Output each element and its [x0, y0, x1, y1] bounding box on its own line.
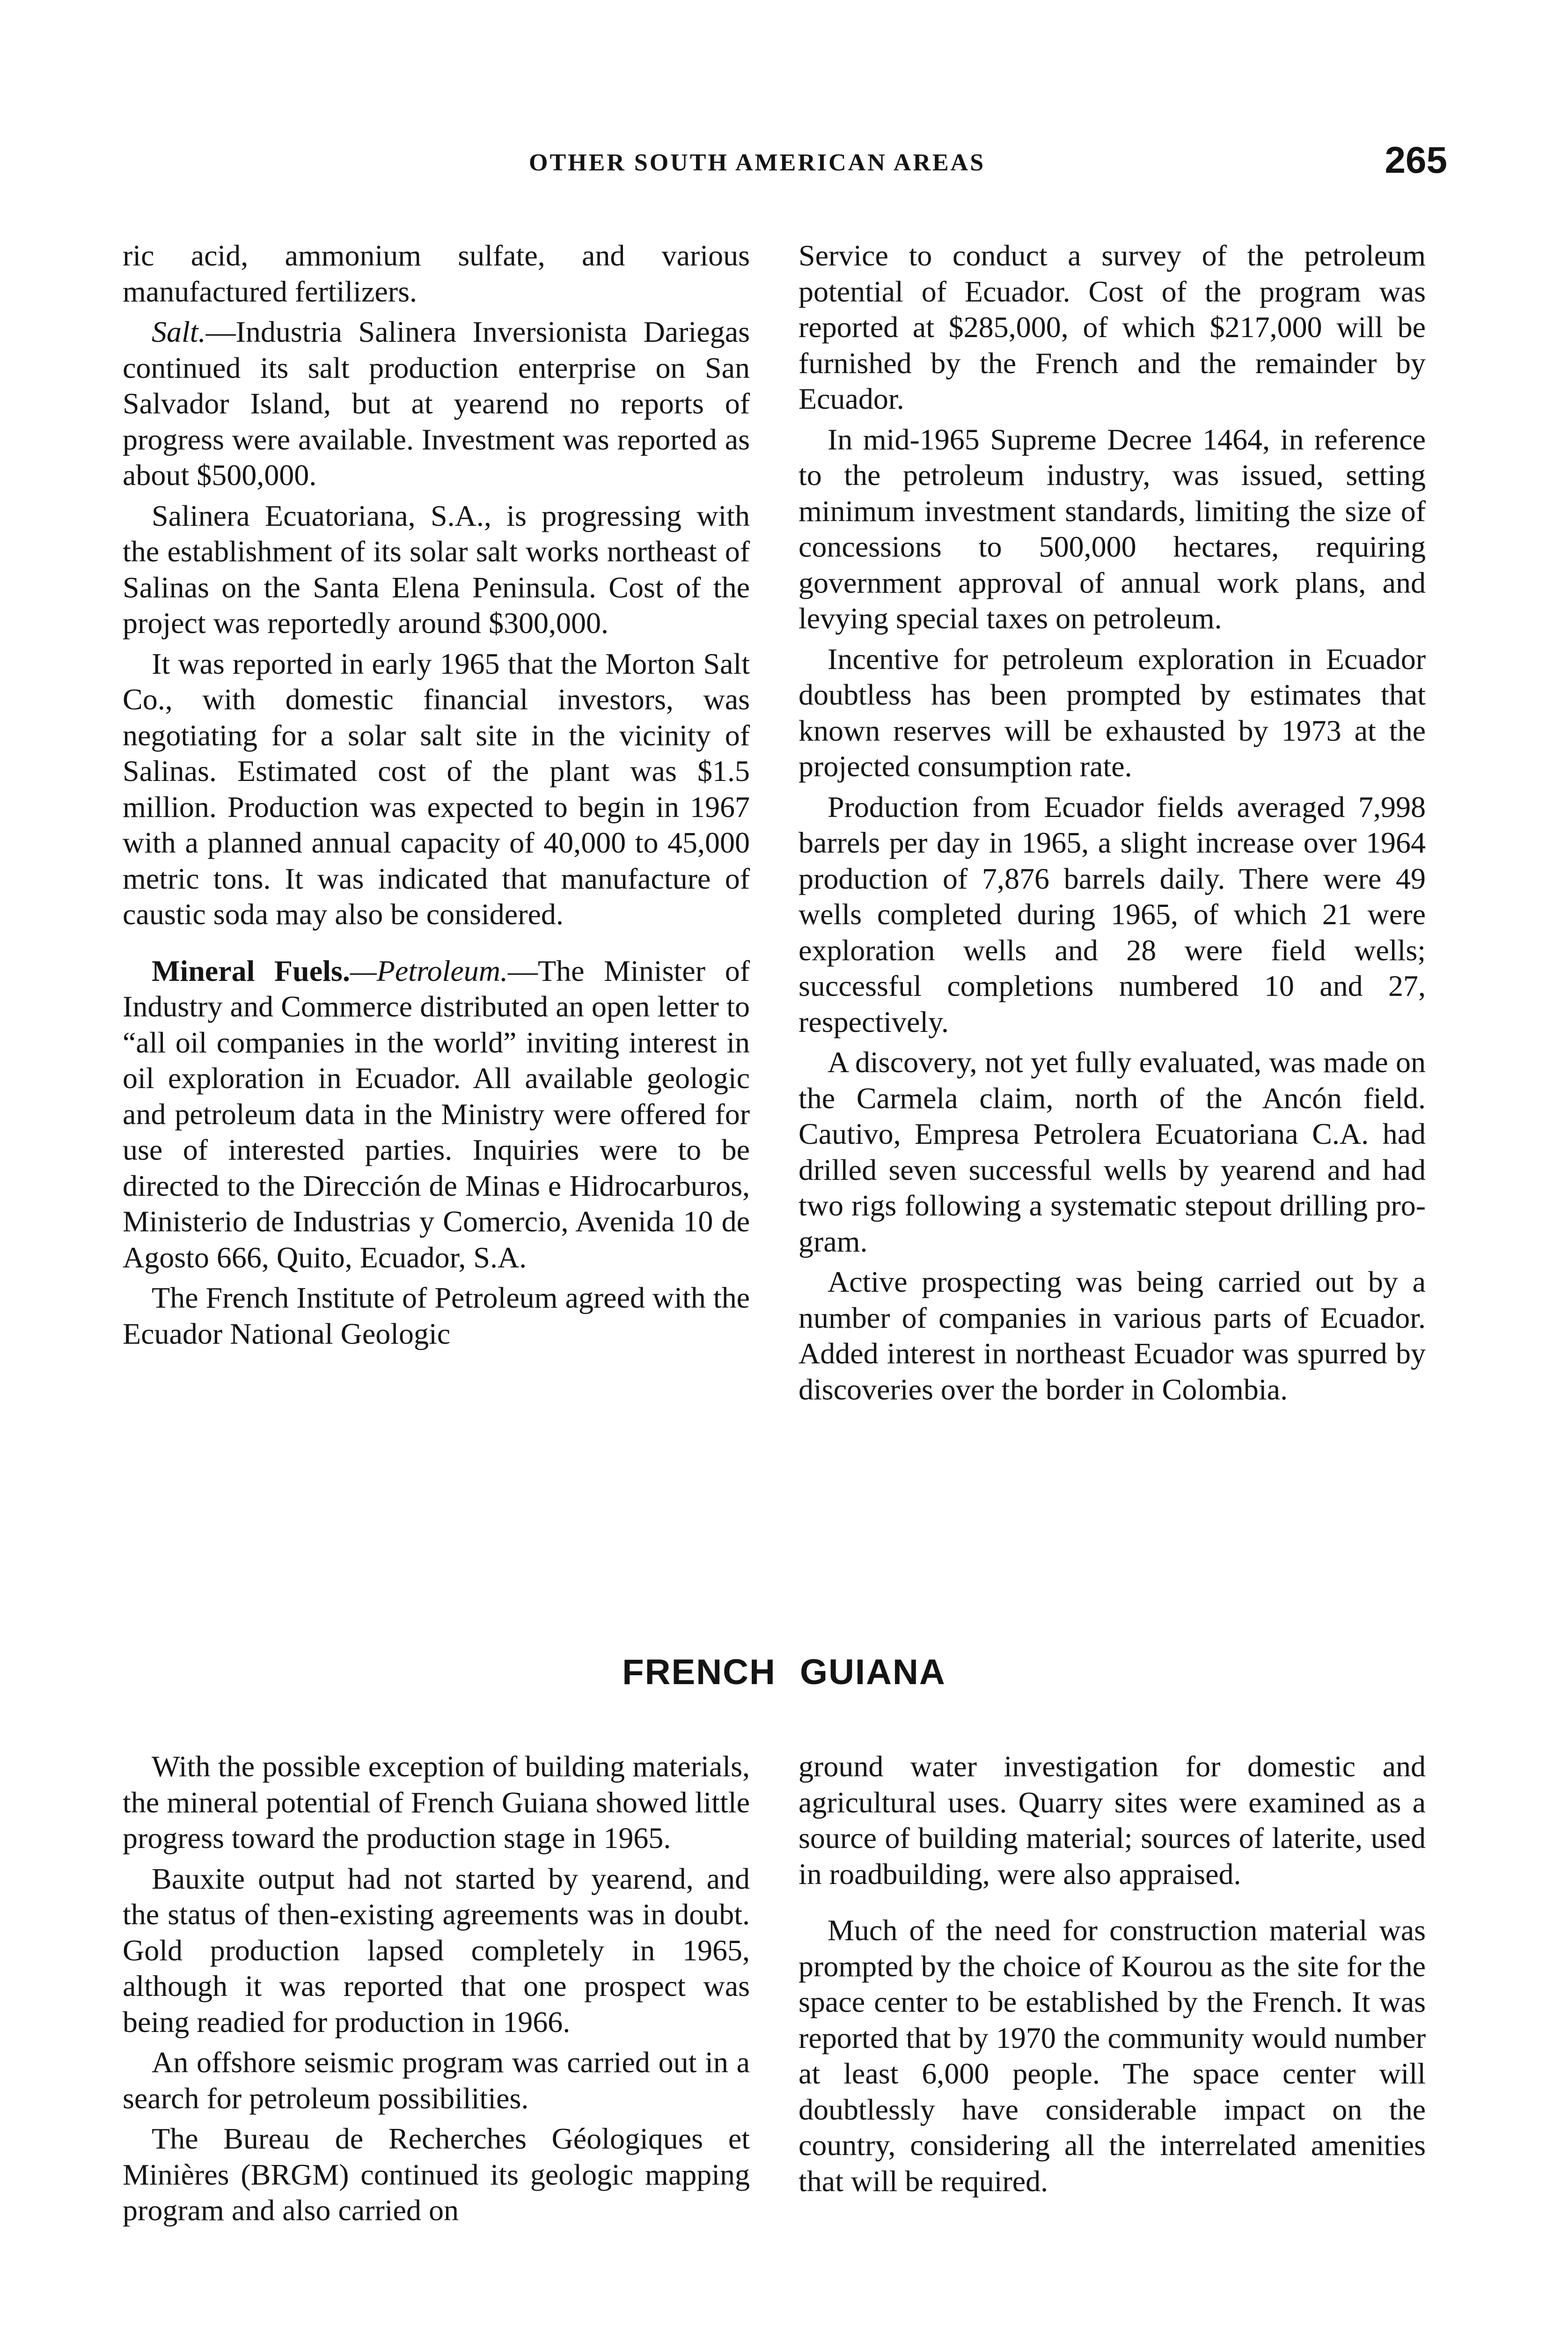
- paragraph-french-institute: The French Institute of Petroleum agreed with the Ecuador National Geologic: [123, 1281, 750, 1350]
- paragraph-offshore-seismic: An offshore seismic program was carried out in a search for petroleum possibilities.: [123, 2046, 750, 2115]
- french-guiana-column-left: [123, 1749, 750, 2233]
- salt-heading: Salt.: [152, 315, 206, 348]
- paragraph-incentive: Incentive for petroleum exploration in Ecuador doubtless has been prompted by estimates that known reserves will be exhausted by 1973 at the projected consumption rate.: [799, 642, 1426, 783]
- ecuador-column-left: [123, 238, 750, 1356]
- salt-text: —Industria Salinera Inversionista Dariegas continued its salt production enterprise on San Salvador Island, but at yearend no reports of progress were available. Investment was reported as about $500,000.: [123, 315, 750, 492]
- paragraph-discovery: A discovery, not yet fully evaluated, was made on the Carmela claim, north of the Ancón field. Cautivo, Empresa Petrolera Ecuatoriana C.A. had drilled seven successful wells by yearend and had two rigs following a systematic stepout drilling program.: [799, 1045, 1426, 1258]
- paragraph-mineral-fuels: [123, 953, 750, 1276]
- paragraph-kourou: Much of the need for construction material was prompted by the choice of Kourou as the site for the space center to be established by the French. It was reported that by 1970 the community would number at least 6,000 people. The space center will doubtlessly have considerable impact on the country, considering all the interrelated amenities that will be required.: [799, 1914, 1426, 2198]
- paragraph-bauxite: Bauxite output had not started by yearend, and the status of then-existing agreements was in doubt. Gold production lapsed completely in 1965, although it was reported that one prospect was being readied for production in 1966.: [123, 1862, 750, 2039]
- french-guiana-column-right: [799, 1749, 1426, 2204]
- running-head: OTHER SOUTH AMERICAN AREAS: [529, 149, 986, 176]
- paragraph-mineral-potential: With the possible exception of building materials, the mineral potential of French Guiana showed little progress toward the production stage in 1965.: [123, 1750, 750, 1855]
- ecuador-column-right: [799, 238, 1426, 1412]
- petroleum-subheading: —Petroleum.: [350, 954, 508, 987]
- paragraph-salinera: Salinera Ecuatoriana, S.A., is progressing with the establishment of its solar salt works northeast of Salinas on the Santa Elena Peninsula. Cost of the project was reportedly around $300,000.: [123, 499, 750, 640]
- mineral-fuels-text: —The Minister of Industry and Commerce distributed an open letter to “all oil companies in the world” inviting interest in oil exploration in Ecuador. All available geologic and petroleum data in the Ministry were offered for use of interested parties. Inquiries were to be directed to the Dirección de Minas e Hidrocarburos, Ministerio de Industrias y Comercio, Avenida 10 de Agosto 666, Quito, Ecuador, S.A.: [123, 954, 750, 1274]
- paragraph-prospecting: Active prospecting was being carried out by a number of companies in various parts of Ecuador. Added interest in northeast Ecuador was spurred by discoveries over the border in Colombia.: [799, 1265, 1426, 1406]
- paragraph-fertilizers: ric acid, ammonium sulfate, and various manufactured fertilizers.: [123, 239, 750, 308]
- paragraph-supreme-decree: In mid-1965 Supreme Decree 1464, in reference to the petroleum industry, was issued, setting minimum investment standards, limiting the size of concessions to 500,000 hectares, requiring government approval of annual work plans, and levying special taxes on petroleum.: [799, 422, 1426, 635]
- mineral-fuels-heading: Mineral Fuels.: [152, 954, 350, 987]
- paragraph-brgm: The Bureau de Recherches Géologiques et Minières (BRGM) continued its geologic mapping program and also carried on: [123, 2122, 750, 2227]
- section-title-french-guiana: FRENCH GUIANA: [622, 1652, 946, 1692]
- paragraph-production: Production from Ecuador fields averaged 7,998 barrels per day in 1965, a slight increase over 1964 production of 7,876 barrels daily. There were 49 wells completed during 1965, of which 21 were exploration wells and 28 were field wells; successful completions numbered 10 and 27, respectively.: [799, 790, 1426, 1038]
- paragraph-morton-salt: It was reported in early 1965 that the Morton Salt Co., with domestic financial investors, was negotiating for a solar salt site in the vicinity of Salinas. Estimated cost of the plant was $1.5 million. Production was expected to begin in 1967 with a planned annual capacity of 40,000 to 45,000 metric tons. It was indicated that manufacture of caustic soda may also be considered.: [123, 647, 750, 931]
- page-number: 265: [1385, 139, 1447, 181]
- paragraph-survey: Service to conduct a survey of the petroleum potential of Ecuador. Cost of the program was reported at $285,000, of which $217,000 will be furnished by the French and the remainder by Ecuador.: [799, 239, 1426, 415]
- paragraph-ground-water: ground water investigation for domestic and agricultural uses. Quarry sites were examined as a source of building material; sources of laterite, used in roadbuilding, were also appraised.: [799, 1750, 1426, 1891]
- paragraph-salt: [123, 314, 750, 493]
